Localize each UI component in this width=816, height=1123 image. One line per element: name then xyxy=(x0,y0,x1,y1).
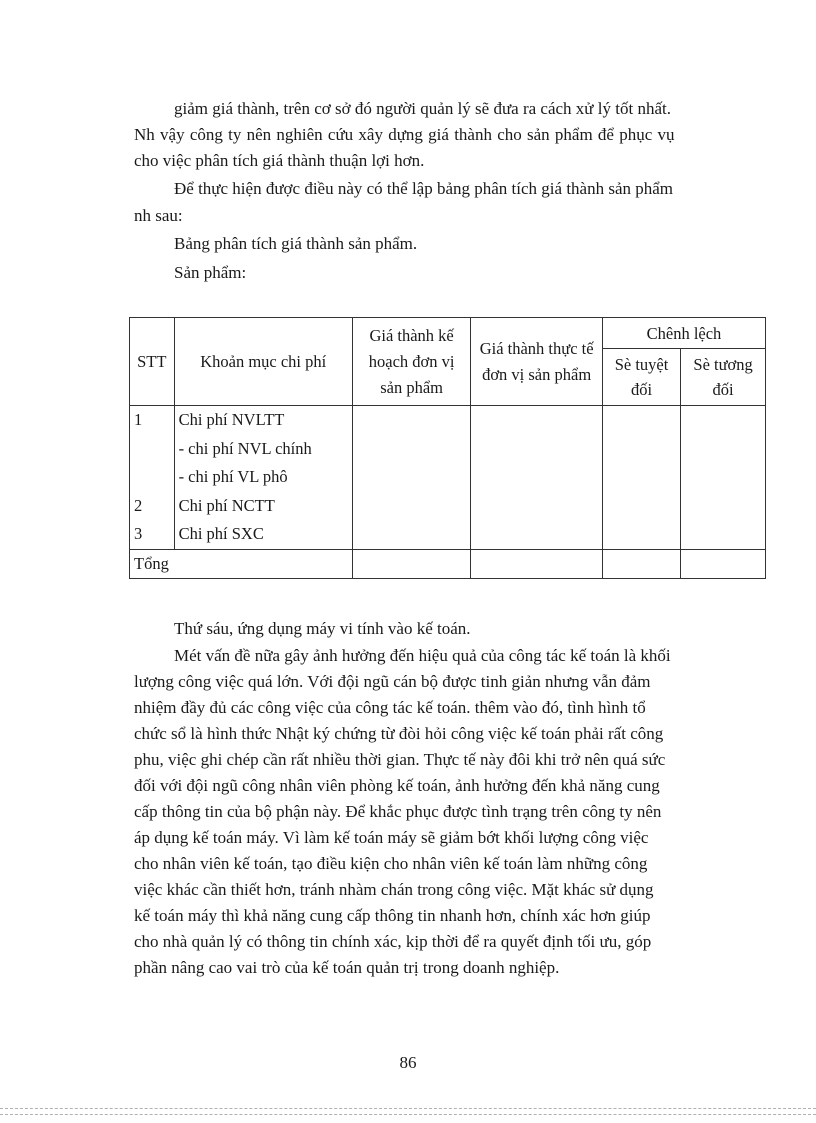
stt-value: 2 xyxy=(134,495,143,515)
stt-value: 3 xyxy=(134,524,143,543)
dashed-line xyxy=(0,1114,816,1115)
text-line: giảm giá thành, trên cơ sở đó người quản lý sẽ đưa ra cách xử lý tốt nhất. xyxy=(174,99,671,118)
text-line: áp dụng kế toán máy. Vì làm kế toán máy sẽ giảm bớt khối lượng công việc xyxy=(134,828,649,847)
total-label: Tổng xyxy=(130,549,353,578)
stt-cell xyxy=(130,406,175,550)
text-line: cho việc phân tích giá thành thuận lợi hơn. xyxy=(134,151,425,170)
page-number: 86 xyxy=(399,1053,417,1072)
total-row xyxy=(130,549,766,578)
text-line: kế toán máy thì khả năng cung cấp thông tin nhanh hơn, chính xác hơn giúp xyxy=(134,906,651,925)
text-line: Để thực hiện được điều này có thể lập bảng phân tích giá thành sản phẩm xyxy=(174,179,674,198)
page-edge-lines xyxy=(0,1108,816,1118)
absolute-diff-cell xyxy=(602,406,680,550)
cost-item: - chi phí NVL chính xyxy=(178,438,312,458)
header-planned-cost: Giá thành kế hoạch đơn vị sản phẩm xyxy=(352,318,471,406)
total-relative-cell xyxy=(681,549,766,578)
cost-item: Chi phí NCTT xyxy=(178,495,275,515)
header-relative: Sè tương đối xyxy=(681,349,766,406)
product-label: Sản phẩm: xyxy=(174,263,247,282)
text-line: nhiệm đầy đủ các công việc của công tác kế toán. thêm vào đó, tình hình tổ xyxy=(134,698,646,717)
total-absolute-cell xyxy=(602,549,680,578)
stt-value xyxy=(134,435,170,464)
text-line: phần nâng cao vai trò của kế toán quản trị trong doanh nghiệp. xyxy=(134,958,560,977)
text-line: nh sau: xyxy=(134,206,183,225)
cost-analysis-table xyxy=(129,317,766,579)
header-difference: Chênh lệch xyxy=(602,318,765,349)
text-line: cho nhân viên kế toán, tạo điều kiện cho nhân viên kế toán làm những công xyxy=(134,854,648,873)
cost-item: Chi phí SXC xyxy=(178,524,264,543)
header-stt: STT xyxy=(130,318,175,406)
cost-item: - chi phí VL phô xyxy=(178,467,288,486)
text-line: đối với đội ngũ công nhân viên phòng kế toán, ảnh hưởng đến khả năng cung xyxy=(134,776,660,795)
planned-cost-cell xyxy=(352,406,471,550)
section-heading: Thứ sáu, ứng dụng máy vi tính vào kế toán. xyxy=(174,619,471,638)
text-line: Nh vậy công ty nên nghiên cứu xây dựng giá thành cho sản phẩm để phục vụ xyxy=(134,125,675,144)
header-cost-item: Khoản mục chi phí xyxy=(174,318,352,406)
text-line: Mét vấn đề nữa gây ảnh hưởng đến hiệu quả của công tác kế toán là khối xyxy=(174,646,671,665)
total-planned-cell xyxy=(352,549,471,578)
stt-value xyxy=(134,463,170,492)
text-line: việc khác cần thiết hơn, tránh nhàm chán trong công việc. Mặt khác sử dụng xyxy=(134,880,654,899)
dashed-line xyxy=(0,1108,816,1109)
header-absolute: Sè tuyệt đối xyxy=(602,349,680,406)
text-line: chức sổ là hình thức Nhật ký chứng từ đòi hỏi công việc kế toán phải rất công xyxy=(134,724,664,743)
total-actual-cell xyxy=(471,549,603,578)
text-line: cho nhà quản lý có thông tin chính xác, kịp thời để ra quyết định tối ưu, góp xyxy=(134,932,652,951)
header-actual-cost: Giá thành thực tế đơn vị sản phẩm xyxy=(471,318,603,406)
text-line: phu, việc ghi chép cần rất nhiều thời gian. Thực tế này đôi khi trở nên quá sức xyxy=(134,750,666,769)
actual-cost-cell xyxy=(471,406,603,550)
relative-diff-cell xyxy=(681,406,766,550)
text-line: cấp thông tin của bộ phận này. Để khắc phục được tình trạng trên công ty nên xyxy=(134,802,662,821)
cost-item-cell xyxy=(174,406,352,550)
stt-value: 1 xyxy=(134,410,143,429)
table-caption: Bảng phân tích giá thành sản phẩm. xyxy=(174,234,418,253)
table-row xyxy=(130,406,766,550)
text-line: lượng công việc quá lớn. Với đội ngũ cán bộ được tinh giản nhưng vẫn đảm xyxy=(134,672,651,691)
cost-item: Chi phí NVLTT xyxy=(178,410,285,429)
